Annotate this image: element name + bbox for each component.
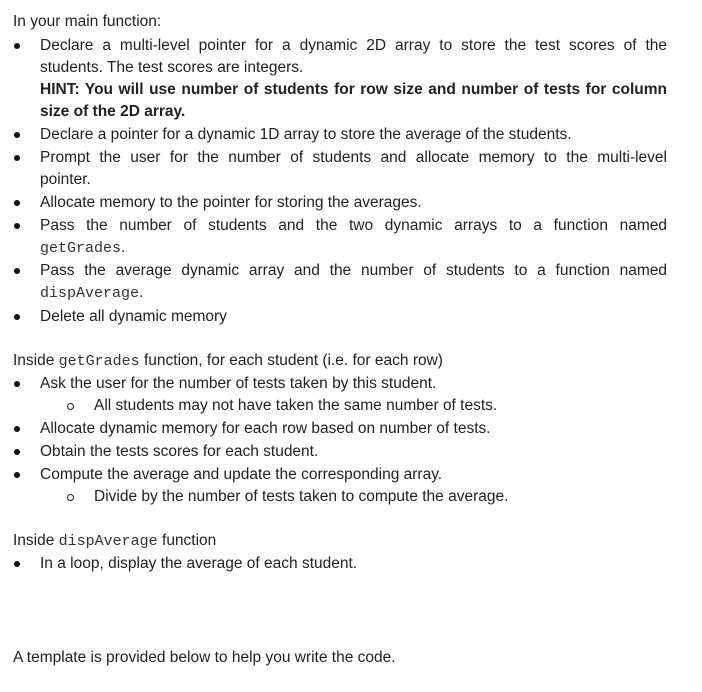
main-item-5-line-1: Pass the number of students and the two dynamic arrays to a function named [40,217,667,234]
getgrades-item-2: Allocate dynamic memory for each row based on number of tests. [40,420,491,437]
bullet-icon [14,472,20,478]
main-item-4: Allocate memory to the pointer for storing the averages. [40,194,422,211]
getgrades-item-3: Obtain the tests scores for each student. [40,443,319,460]
getgrades-item-1: Ask the user for the number of tests taken by this student. [40,375,437,392]
getgrades-sub-item-2: Divide by the number of tests taken to compute the average. [94,488,509,505]
bullet-icon [14,155,20,161]
main-item-6-line-2: dispAverage. [40,284,144,302]
main-item-1-line-1: Declare a multi-level pointer for a dynamic 2D array to store the test scores of the [40,37,667,54]
code-getgrades-heading: getGrades [58,353,140,370]
main-item-3-line-2: pointer. [40,171,91,188]
template-note: A template is provided below to help you write the code. [13,649,396,666]
getgrades-sub-item-1: All students may not have taken the same number of tests. [94,397,498,414]
hint-line-2: size of the 2D array. [40,103,186,120]
code-getgrades: getGrades [40,240,122,257]
hollow-bullet-icon [67,403,74,410]
main-item-3-line-1: Prompt the user for the number of students and allocate memory to the multi-level [40,149,667,166]
main-item-2: Declare a pointer for a dynamic 1D array to store the average of the students. [40,126,572,143]
dispaverage-heading: Inside dispAverage function [13,532,217,550]
main-item-6-line-1: Pass the average dynamic array and the number of students to a function named [40,262,667,279]
bullet-icon [14,223,20,229]
bullet-icon [14,449,20,455]
main-item-5-line-2: getGrades. [40,239,126,257]
hint-line-1: HINT: You will use number of students for row size and number of tests for column [40,81,667,98]
main-item-7: Delete all dynamic memory [40,308,227,325]
bullet-icon [14,561,20,567]
getgrades-item-4: Compute the average and update the corresponding array. [40,466,443,483]
main-item-1-line-2: students. The test scores are integers. [40,59,304,76]
main-function-heading: In your main function: [13,13,162,30]
bullet-icon [14,314,20,320]
bullet-icon [14,43,20,49]
bullet-icon [14,426,20,432]
bullet-icon [14,268,20,274]
bullet-icon [14,132,20,138]
bullet-icon [14,200,20,206]
bullet-icon [14,381,20,387]
hollow-bullet-icon [67,494,74,501]
code-dispaverage: dispAverage [40,285,140,302]
code-dispaverage-heading: dispAverage [58,533,158,550]
getgrades-heading: Inside getGrades function, for each student (i.e. for each row) [13,352,443,370]
dispaverage-item-1: In a loop, display the average of each student. [40,555,358,572]
